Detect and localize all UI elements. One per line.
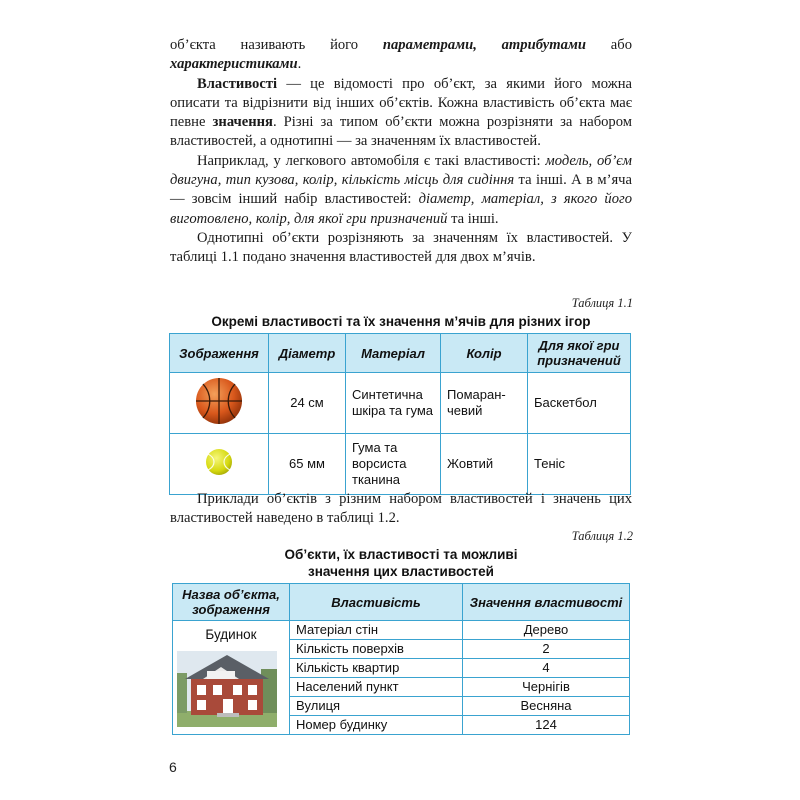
table-2-caption — [170, 546, 632, 580]
value-cell: 124 — [463, 716, 630, 735]
book-page — [128, 0, 673, 800]
value-cell: Чернігів — [463, 678, 630, 697]
color-cell: Жовтий — [441, 434, 528, 495]
caption-line: Об’єкти, їх властивості та можливі — [284, 547, 518, 562]
col-header-image: Зображення — [170, 334, 269, 373]
property-cell: Кількість поверхів — [290, 640, 463, 659]
text-run: — це відомості про об’єкт, за якими його можна описати та відрізнити від інших об’єктів. Кожна властивість об’єкта має певне — [170, 75, 632, 131]
tennis-ball-image — [204, 447, 234, 477]
paragraph-properties — [170, 75, 632, 152]
table-1-caption: Окремі властивості та їх значення м’ячів для різних ігор — [211, 314, 591, 329]
text-run: об’єкта називають його — [170, 37, 383, 53]
value-cell: 4 — [463, 659, 630, 678]
paragraph-examples: Приклади об’єктів з різним набором властивостей і значень цих властивостей наведено в таблиці 1.2. — [170, 491, 632, 527]
color-cell: Помаранчевий — [441, 373, 528, 434]
basketball-image — [194, 376, 244, 426]
table-header-row — [170, 334, 631, 373]
object-cell — [173, 621, 290, 735]
table-row — [170, 434, 631, 495]
value-cell: 2 — [463, 640, 630, 659]
col-header-property: Властивість — [290, 584, 463, 621]
col-header-value: Значення властивості — [463, 584, 630, 621]
house-image — [177, 651, 277, 727]
property-cell: Кількість квартир — [290, 659, 463, 678]
property-cell: Вулиця — [290, 697, 463, 716]
table-row — [173, 621, 630, 640]
text-run: . Різні за типом об’єкти можна розрізняти за набором властивостей, а однотипні — за значенням їх властивостей. — [170, 114, 632, 150]
object-name: Будинок — [205, 627, 257, 642]
caption-line: значення цих властивостей — [308, 564, 494, 579]
game-cell: Теніс — [528, 434, 631, 495]
table-header-row — [173, 584, 630, 621]
basketball-cell — [170, 373, 269, 434]
col-header-game: Для якої гри призначений — [528, 334, 631, 373]
table-objects — [172, 583, 630, 735]
term-properties: Властивості — [197, 75, 278, 92]
term-parameters: параметрами, атрибутами — [382, 37, 587, 53]
term-value: значення — [212, 114, 273, 131]
text-run: . — [297, 56, 302, 73]
table-balls — [169, 333, 631, 495]
ball-properties: діаметр, матеріал, з якого його виготовлено, колір, для якої гри призначений — [170, 191, 632, 227]
paragraph-same-type: Однотипні об’єкти розрізняють за значенням їх властивостей. У таблиці 1.1 подано значення властивостей для двох м’ячів. — [170, 229, 632, 266]
col-header-diameter: Діаметр — [269, 334, 346, 373]
text-run: та інші. А в м’яча — зовсім інший набір властивостей: — [170, 172, 632, 208]
property-cell: Номер будинку — [290, 716, 463, 735]
body-text-top — [170, 36, 632, 268]
material-cell: Гума та ворсиста тканина — [346, 434, 441, 495]
game-cell: Баскетбол — [528, 373, 631, 434]
table-row — [170, 373, 631, 434]
value-cell: Дерево — [463, 621, 630, 640]
term-characteristics: характеристиками — [170, 56, 298, 73]
diameter-cell: 24 см — [269, 373, 346, 434]
page-number: 6 — [169, 759, 177, 775]
material-cell: Синтетична шкіра та гума — [346, 373, 441, 434]
property-cell: Населений пункт — [290, 678, 463, 697]
col-header-color: Колір — [441, 334, 528, 373]
text-run: та інші. — [447, 210, 499, 227]
paragraph-intro — [170, 36, 632, 75]
tennis-ball-cell — [170, 434, 269, 495]
text-run: або — [586, 37, 632, 53]
car-properties: модель, об’єм двигуна, тип кузова, колір, кількість місць для сидіння — [170, 152, 632, 189]
table-2-number: Таблиця 1.2 — [571, 529, 633, 543]
paragraph-example — [170, 152, 632, 229]
text-run: Наприклад, у легкового автомобіля є такі властивості: — [197, 152, 546, 169]
table-1-number: Таблиця 1.1 — [571, 296, 633, 310]
col-header-material: Матеріал — [346, 334, 441, 373]
property-cell: Матеріал стін — [290, 621, 463, 640]
diameter-cell: 65 мм — [269, 434, 346, 495]
col-header-object: Назва об’єкта, зображення — [173, 584, 290, 621]
value-cell: Весняна — [463, 697, 630, 716]
